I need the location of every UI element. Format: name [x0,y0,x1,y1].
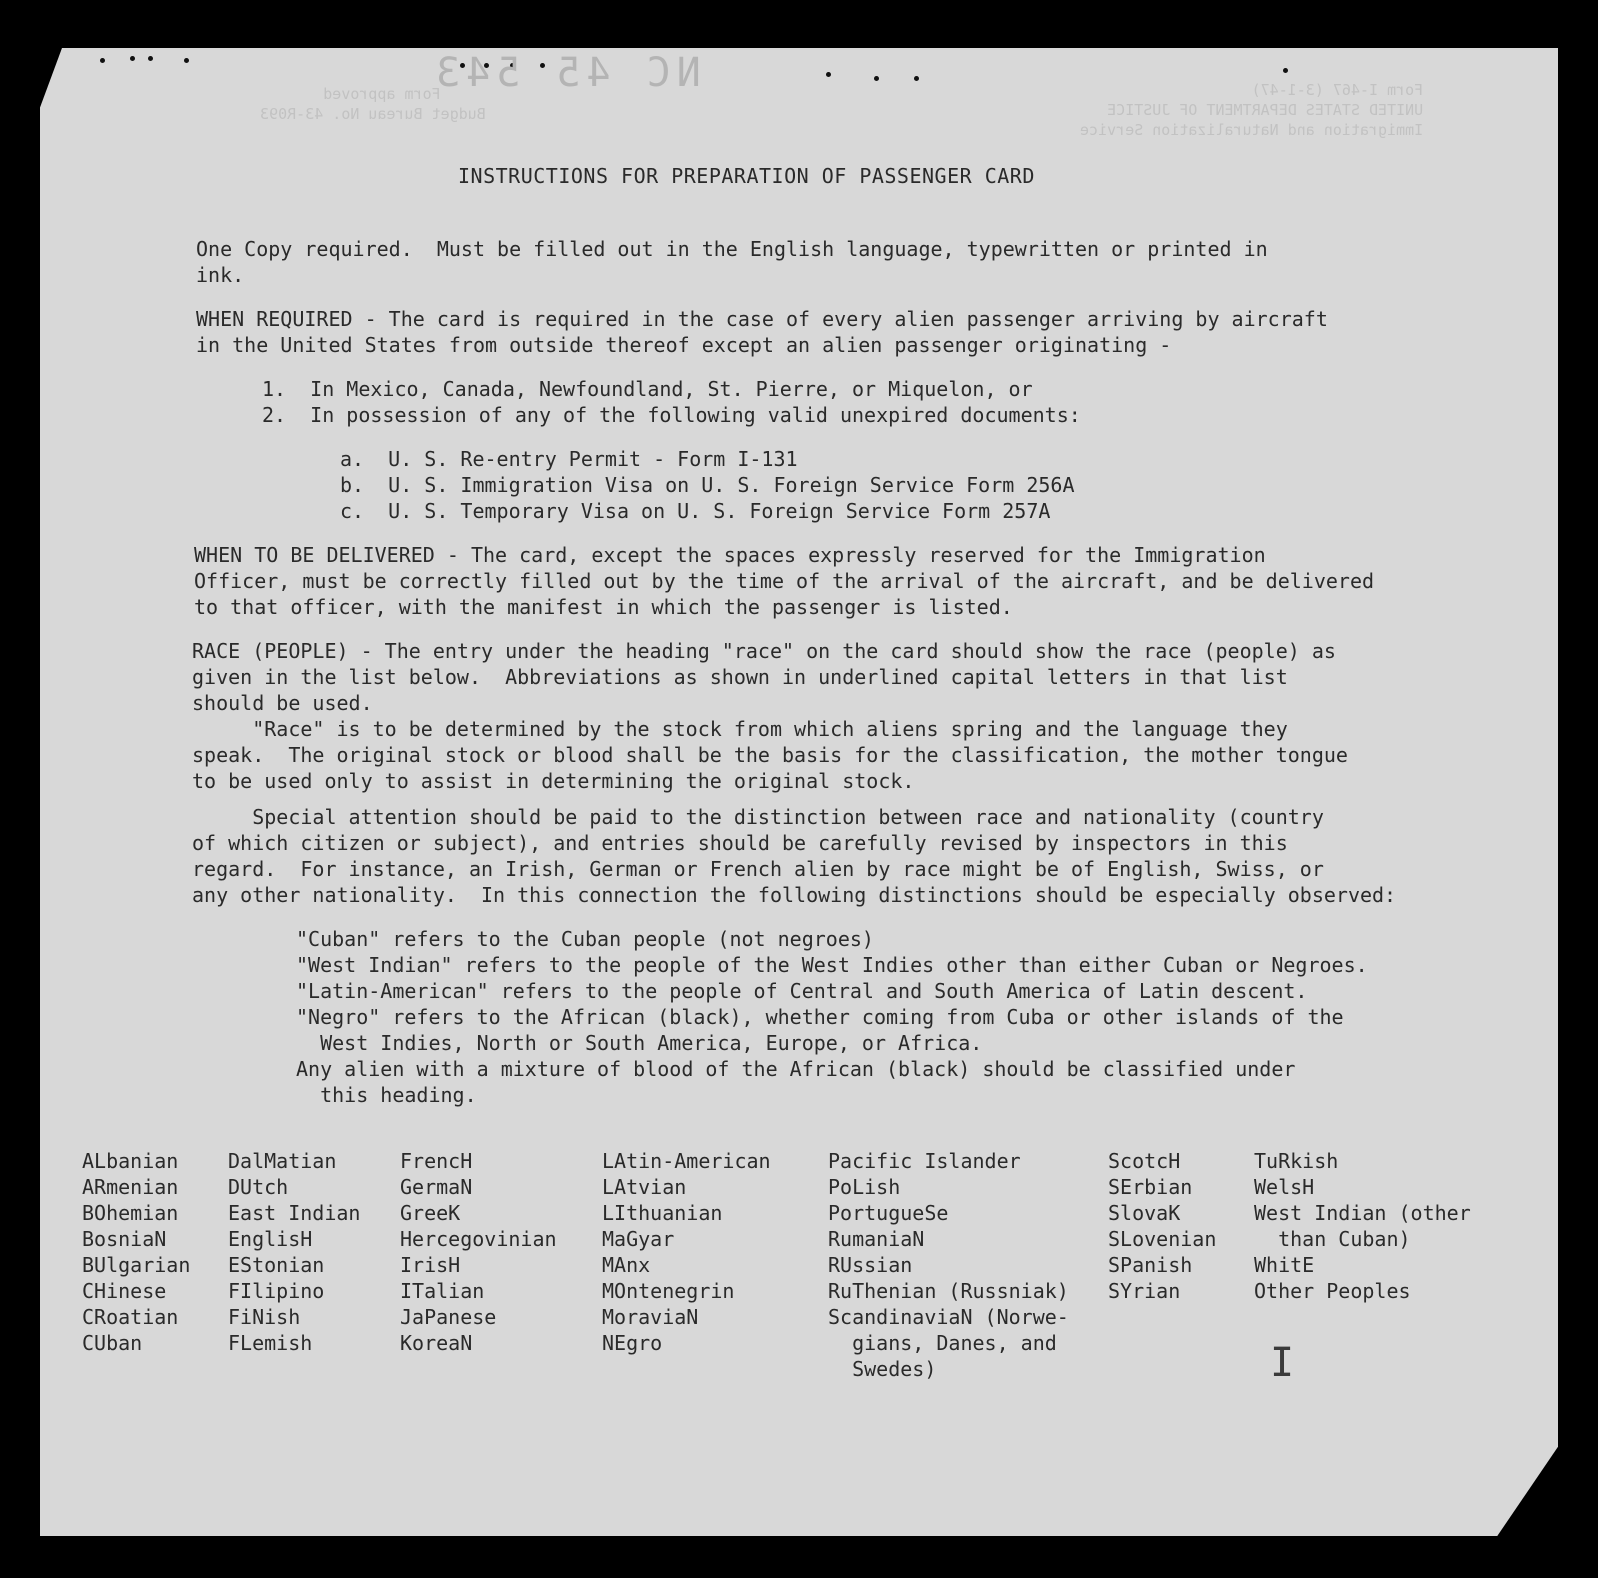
stamp-number: NC 45 543 [430,50,701,96]
race-list-col-3: FrencH GermaN GreeK Hercegovinian IrisH ITalian JaPanese KoreaN [400,1149,557,1355]
bleed-through-text: Form I-467 (3-1-47) UNITED STATES DEPARTMENT OF JUSTICE Immigration and Naturalization Service [1080,81,1424,139]
race-list-col-2: DalMatian DUtch East Indian EnglisH EStonian FIlipino FiNish FLemish [228,1149,361,1355]
race-list-col-5: Pacific Islander PoLish PortugueSe RumaniaN RUssian RuThenian (Russniak) ScandinaviaN (Norwe- gians, Danes, and Swedes) [828,1149,1069,1381]
paragraph-when-required: WHEN REQUIRED - The card is required in the case of every alien passenger arriving by aircraft in the United States from outside thereof except an alien passenger originating - [196,307,1328,357]
list-origin: 1. In Mexico, Canada, Newfoundland, St. Pierre, or Miquelon, or 2. In possession of any of the following valid unexpired documents: [262,377,1081,427]
race-list-col-1: ALbanian ARmenian BOhemian BosniaN BUlgarian CHinese CRoatian CUban [82,1149,191,1355]
paragraph-race: RACE (PEOPLE) - The entry under the heading "race" on the card should show the race (people) as given in the list below. Abbreviations as shown in underlined capital letters in that list should be used. "Race" is to be determined by the stock from which aliens spring and the language they speak. The original stock or blood shall be the basis for the classification, the mother tongue to be used only to assist in determining the original stock. [192,639,1348,793]
page-title: INSTRUCTIONS FOR PREPARATION OF PASSENGER CARD [458,164,1035,188]
race-list-col-6: ScotcH SErbian SlovaK SLovenian SPanish SYrian [1108,1149,1217,1303]
paragraph-special-attention: Special attention should be paid to the distinction between race and nationality (country of which citizen or subject), and entries should be carefully revised by inspectors in this regard. For instance, an Irish, German or French alien by race might be of English, Swiss, or any other nationality. In this connection the following distinctions should be especially observed: [192,805,1397,907]
handwritten-mark: I [1270,1340,1295,1386]
paragraph-when-delivered: WHEN TO BE DELIVERED - The card, except the spaces expressly reserved for the Immigration Officer, must be correctly filled out by the time of the arrival of the aircraft, and be delivered to that officer, with the manifest in which the passenger is listed. [194,543,1375,619]
paragraph-copy-required: One Copy required. Must be filled out in the English language, typewritten or printed in ink. [196,237,1268,287]
list-documents: a. U. S. Re-entry Permit - Form I-131 b. U. S. Immigration Visa on U. S. Foreign Service Form 256A c. U. S. Temporary Visa on U. S. Foreign Service Form 257A [340,447,1075,523]
paragraph-distinctions: "Cuban" refers to the Cuban people (not negroes) "West Indian" refers to the people of the West Indies other than either Cuban or Negroes. "Latin-American" refers to the people of Central and South America of Latin descent. "Negro" refers to the African (black), whether coming from Cuba or other islands of the West Indies, North or South America, Europe, or Africa. Any alien with a mixture of blood of the African (black) should be classified under this heading. [296,927,1368,1107]
race-list-col-4: LAtin-American LAtvian LIthuanian MaGyar MAnx MOntenegrin MoraviaN NEgro [602,1149,771,1355]
bleed-through-text: Form approved Budget Bureau No. 43-R093 [260,85,486,123]
race-list-col-7: TuRkish WelsH West Indian (other than Cuban) WhitE Other Peoples [1254,1149,1471,1303]
